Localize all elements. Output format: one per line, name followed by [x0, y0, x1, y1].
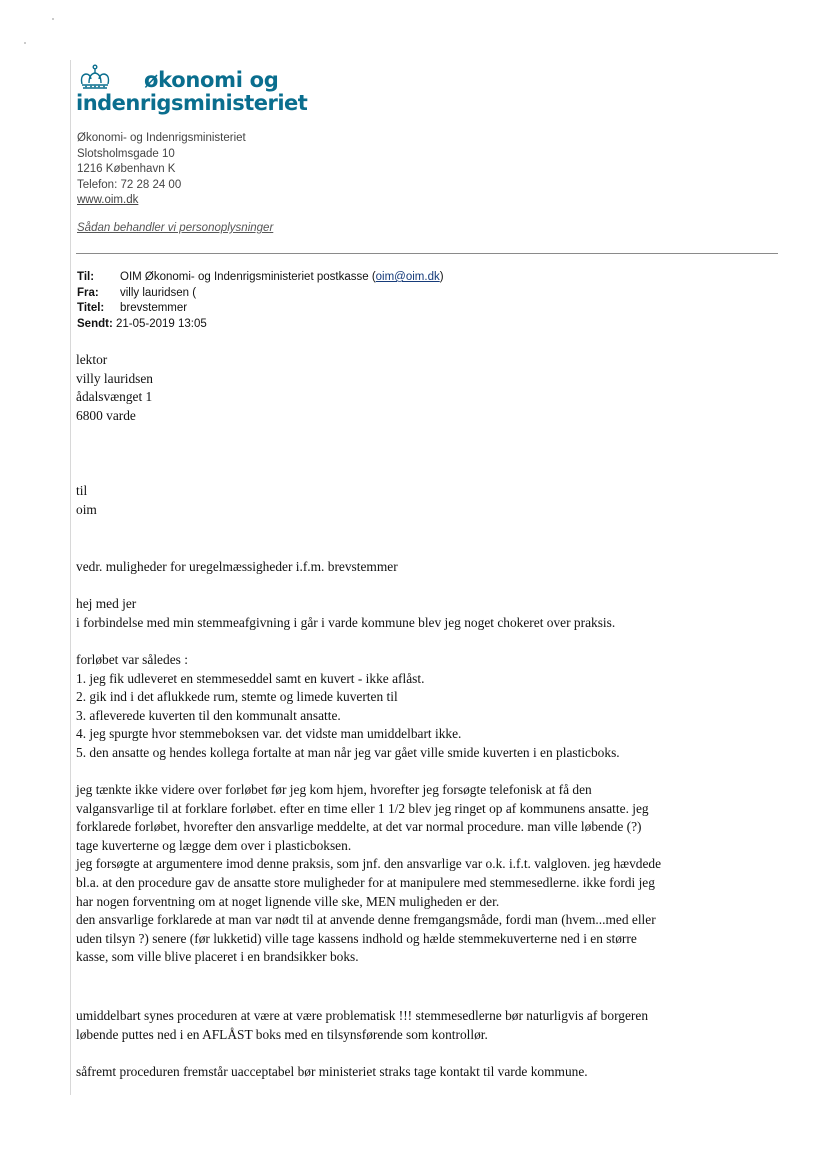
- body-line: valgansvarlige til at forklare forløbet. efter en time eller 1 1/2 blev jeg ringet op af kommunens ansatte. jeg: [76, 800, 649, 816]
- conclusion-line: umiddelbart synes proceduren at være at være problematisk !!! stemmesedlerne bør naturligvis af borgeren: [76, 1008, 649, 1023]
- recipient-line: oim: [76, 501, 97, 517]
- scan-edge: [70, 60, 71, 1095]
- sent-label: Sendt:: [77, 317, 113, 330]
- body-line: har nogen forventning om at noget lignende ville ske, MEN muligheden er der.: [76, 893, 500, 909]
- recipient-line: til: [76, 483, 88, 498]
- header-divider: [76, 253, 778, 254]
- body-line: uden tilsyn ?) senere (før lukketid) ville tage kassens indhold og hælde stemmekuverterne ned i en større: [76, 930, 637, 946]
- sender-line: lektor: [76, 352, 108, 367]
- body-line: tage kuverterne og lægge dem over i plasticboksen.: [76, 837, 352, 853]
- website-link[interactable]: www.oim.dk: [77, 194, 139, 207]
- title-label: Titel:: [77, 302, 105, 315]
- crown-icon: [78, 64, 112, 92]
- closing-block: [76, 1063, 588, 1082]
- address-line: Telefon: 72 28 24 00: [77, 178, 182, 191]
- from-label: Fra:: [77, 286, 99, 299]
- body-line: forklarede forløbet, hvorefter den ansvarlige meddelte, at det var normal procedure. man ville løbende (?): [76, 819, 642, 835]
- steps-line: forløbet var således :: [76, 652, 188, 667]
- steps-line: 5. den ansatte og hendes kollega fortalte at man når jeg var gået ville smide kuverten i en plasticboks.: [76, 744, 620, 760]
- steps-line: 3. afleverede kuverten til den kommunalt ansatte.: [76, 707, 341, 723]
- to-email-link[interactable]: oim@oim.dk: [375, 271, 440, 283]
- sender-line: villy lauridsen: [76, 370, 153, 386]
- address-line: 1216 København K: [77, 163, 176, 176]
- conclusion-block: [76, 1007, 648, 1044]
- privacy-link[interactable]: Sådan behandler vi personoplysninger: [77, 222, 274, 234]
- body-line: den ansvarlige forklarede at man var nødt til at anvende denne fremgangsmåde, fordi man (hvem...med eller: [76, 912, 656, 928]
- address-line: Slotsholmsgade 10: [77, 147, 175, 160]
- sender-block: [76, 351, 153, 425]
- to-label: Til:: [77, 271, 95, 283]
- sender-line: ådalsvænget 1: [76, 389, 153, 405]
- ministry-address: [77, 131, 246, 209]
- recipient-block: [76, 482, 97, 519]
- subject-line: [76, 558, 398, 577]
- body-block: [76, 781, 661, 967]
- body-line: bl.a. at den procedure gav de ansatte store muligheder for at manipulere med stemmesedlerne. ikke fordi jeg: [76, 874, 655, 890]
- steps-block: [76, 651, 620, 763]
- email-meta: [77, 270, 444, 332]
- meta-from-row: [77, 286, 444, 302]
- greeting-line: i forbindelse med min stemmeafgivning i går i varde kommune blev jeg noget chokeret over praksis.: [76, 614, 616, 630]
- greeting-line: hej med jer: [76, 596, 137, 611]
- steps-line: 2. gik ind i det aflukkede rum, stemte og limede kuverten til: [76, 689, 398, 705]
- from-value: villy lauridsen (: [120, 286, 197, 299]
- steps-line: 1. jeg fik udleveret en stemmeseddel samt en kuvert - ikke aflåst.: [76, 670, 425, 686]
- sent-value: 21-05-2019 13:05: [115, 317, 207, 330]
- closing-line: såfremt proceduren fremstår uacceptabel bør ministeriet straks tage kontakt til varde kommune.: [76, 1064, 588, 1079]
- body-line: kasse, som ville blive placeret i en brandsikker boks.: [76, 949, 359, 965]
- steps-line: 4. jeg spurgte hvor stemmeboksen var. det vidste man umiddelbart ikke.: [76, 726, 462, 742]
- ministry-logo: [76, 64, 308, 116]
- conclusion-line: løbende puttes ned i en AFLÅST boks med en tilsynsførende som kontrollør.: [76, 1026, 488, 1042]
- title-value: brevstemmer: [120, 302, 188, 315]
- greeting-block: [76, 595, 615, 632]
- sender-line: 6800 varde: [76, 407, 136, 423]
- logo-line-1: økonomi og: [144, 68, 279, 92]
- logo-line-2: indenrigsministeriet: [76, 91, 308, 115]
- subject-text: vedr. muligheder for uregelmæssigheder i.f.m. brevstemmer: [76, 559, 398, 574]
- scan-speck: [24, 42, 26, 44]
- meta-title-row: [77, 301, 444, 317]
- body-line: jeg tænkte ikke videre over forløbet før jeg kom hjem, hvorefter jeg forsøgte telefonisk at få den: [76, 782, 592, 797]
- to-value: OIM Økonomi- og Indenrigsministeriet postkasse (: [120, 271, 376, 283]
- to-close: ): [439, 271, 444, 283]
- meta-sent-row: [77, 317, 444, 333]
- address-line: Økonomi- og Indenrigsministeriet: [77, 132, 246, 144]
- meta-to-row: [77, 270, 444, 286]
- scan-speck: [52, 18, 54, 20]
- body-line: jeg forsøgte at argumentere imod denne praksis, som jnf. den ansvarlige var o.k. i.f.t. valgloven. jeg hævdede: [76, 856, 662, 872]
